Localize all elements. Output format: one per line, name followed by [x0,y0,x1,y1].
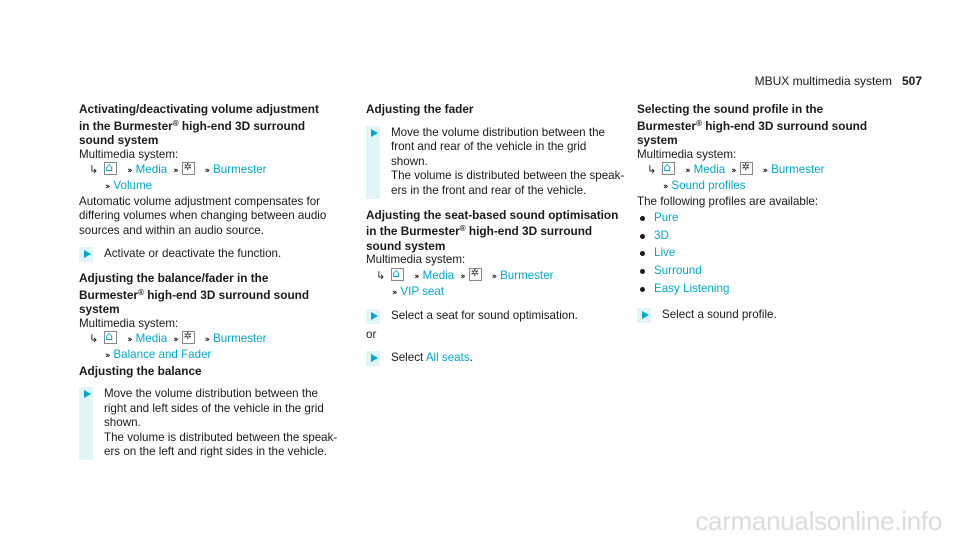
gear-icon[interactable] [182,162,195,175]
double-chevron-icon: ›› [392,287,396,298]
path-media[interactable]: Media [693,163,726,177]
section-title-sound-profile: Selecting the sound profile in the Burmester® high-end 3D surround sound system [637,102,868,148]
double-chevron-icon: ›› [491,271,496,282]
double-chevron-icon: ›› [685,166,689,177]
path-balance-fader[interactable]: Balance and Fader [113,347,212,361]
triangle-step-icon [642,311,649,319]
home-icon[interactable] [104,331,117,344]
menu-path-volume [79,162,347,194]
double-chevron-icon: ›› [762,166,767,177]
double-chevron-icon: ›› [105,350,109,361]
path-sound-profiles[interactable]: Sound profiles [671,178,746,192]
section-title-volume-adjustment: Activating/deactivating volume adjustment in the Burmester® high-end 3D surround sound system [79,102,319,148]
return-arrow-icon: ↳ [89,332,99,346]
page-title: MBUX multimedia system [754,74,892,88]
double-chevron-icon: ›› [173,335,177,346]
path-media[interactable]: Media [135,163,168,177]
double-chevron-icon: ›› [731,166,735,177]
multimedia-label: Multimedia system: [366,253,466,267]
gear-icon[interactable] [469,268,482,281]
triangle-step-icon [84,390,91,398]
section-title-fader: Adjusting the fader [366,102,474,116]
triangle-step-icon [371,312,378,320]
gear-icon[interactable] [182,331,195,344]
double-chevron-icon: ›› [173,166,177,177]
double-chevron-icon: ›› [460,271,464,282]
return-arrow-icon: ↳ [376,268,386,282]
menu-path-balance [79,331,347,363]
list-item[interactable]: 3D [637,229,905,244]
path-burmester[interactable]: Burmester [213,332,267,346]
description-line: Automatic volume adjustment compensates for [79,194,321,208]
home-icon[interactable] [662,162,675,175]
multimedia-label: Multimedia system: [79,316,179,330]
list-item[interactable]: Pure [637,211,905,226]
multimedia-label: Multimedia system: [79,147,179,161]
section-title-seat-optimisation: Adjusting the seat-based sound optimisation in the Burmester® high-end 3D surround sound system [366,207,619,253]
all-seats-link[interactable]: All seats [425,351,470,365]
step-fader: Move the volume distribution between the front and rear of the vehicle in the grid shown. The volume is distributed between the speak- ers in the front and rear of the vehicle. [366,126,634,199]
profile-list [637,211,905,296]
double-chevron-icon: ›› [204,335,209,346]
triangle-step-icon [84,250,91,258]
description-line: differing volumes when changing between audio [79,209,327,223]
double-chevron-icon: ›› [127,335,131,346]
return-arrow-icon: ↳ [647,163,657,177]
watermark: carmanualsonline.info [695,506,942,536]
menu-path-vip [366,268,634,300]
step-select-seat: Select a seat for sound optimisation. [366,309,634,324]
step-all-seats: Select All seats. [366,351,634,366]
home-icon[interactable] [391,268,404,281]
list-item[interactable]: Easy Listening [637,282,905,297]
gear-icon[interactable] [740,162,753,175]
page-number: 507 [901,74,922,88]
return-arrow-icon: ↳ [89,163,99,177]
triangle-step-icon [371,129,378,137]
description-line: sources and within an audio source. [79,223,264,237]
step-balance: Move the volume distribution between the right and left sides of the vehicle in the grid shown. The volume is distributed between the speak- ers on the left and right sides in the vehicle. [79,387,347,460]
section-title-balance-fader: Adjusting the balance/fader in the Burmester® high-end 3D surround sound system [79,270,310,317]
page-header [755,74,922,89]
multimedia-label: Multimedia system: [637,147,737,161]
column-3 [637,102,905,323]
step-activate: Activate or deactivate the function. [79,247,347,262]
column-2 [366,102,634,366]
double-chevron-icon: ›› [414,271,418,282]
path-burmester[interactable]: Burmester [213,163,267,177]
path-volume[interactable]: Volume [113,178,153,192]
list-item[interactable]: Surround [637,264,905,279]
home-icon[interactable] [104,162,117,175]
list-item[interactable]: Live [637,246,905,261]
section-title-balance: Adjusting the balance [79,363,202,378]
double-chevron-icon: ›› [204,166,209,177]
profiles-intro: The following profiles are available: [637,194,819,208]
column-1 [79,102,347,460]
path-burmester[interactable]: Burmester [771,163,825,177]
path-media[interactable]: Media [135,332,168,346]
path-burmester[interactable]: Burmester [500,268,554,282]
path-vip-seat[interactable]: VIP seat [400,284,445,298]
double-chevron-icon: ›› [105,181,109,192]
triangle-step-icon [371,354,378,362]
path-media[interactable]: Media [422,268,455,282]
double-chevron-icon: ›› [127,166,131,177]
menu-path-profiles [637,162,905,194]
step-select-profile: Select a sound profile. [637,308,905,323]
double-chevron-icon: ›› [663,181,667,192]
or-text: or [366,327,377,341]
